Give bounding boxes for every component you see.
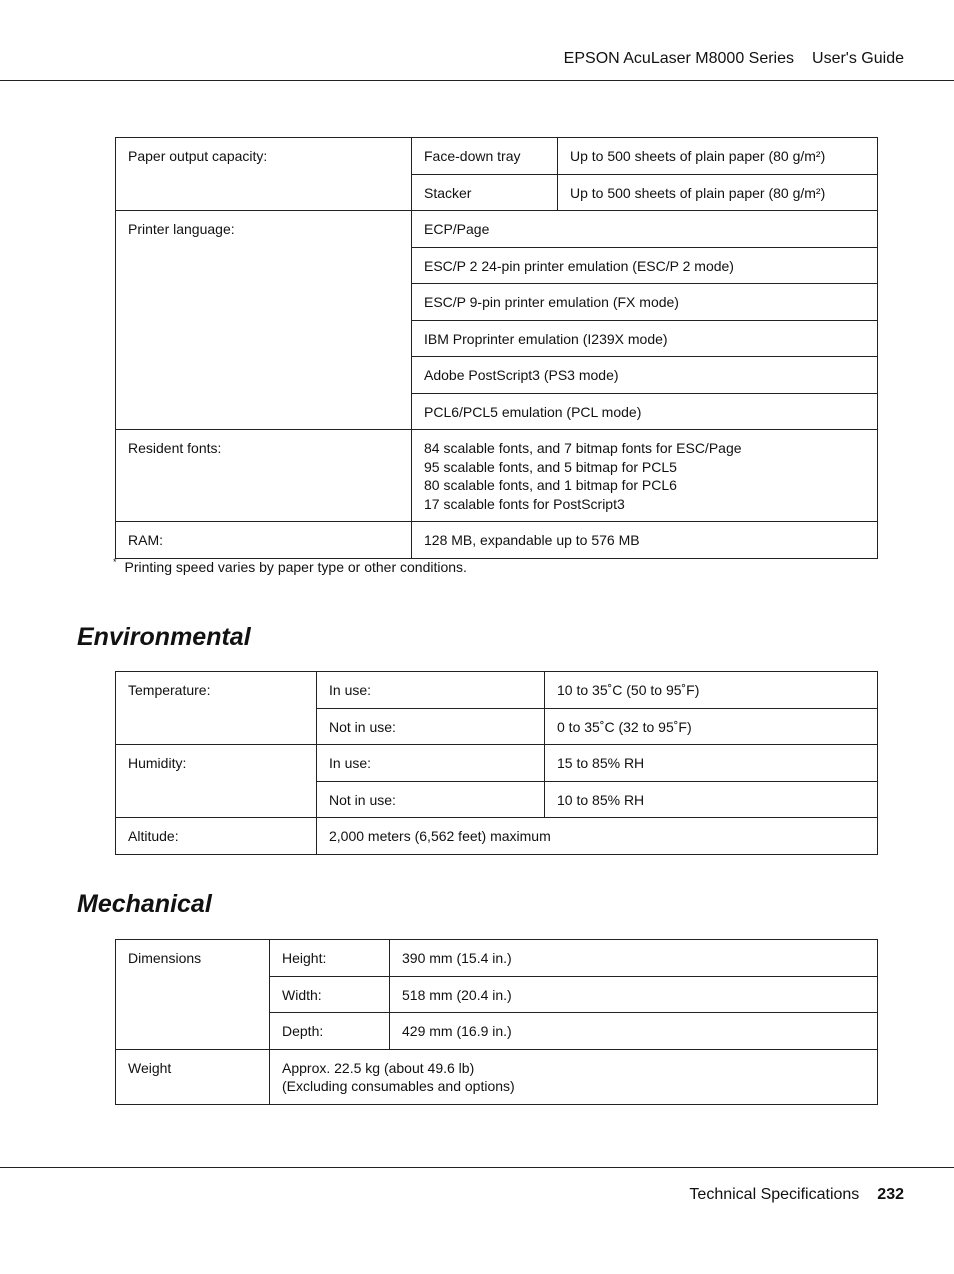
paper-output-name: Face-down tray xyxy=(412,138,558,175)
dimension-name: Depth: xyxy=(270,1013,390,1050)
table-row xyxy=(116,672,878,709)
header-rule xyxy=(0,80,954,81)
weight-label: Weight xyxy=(116,1049,270,1104)
altitude-value: 2,000 meters (6,562 feet) maximum xyxy=(317,818,878,855)
printer-language-label: Printer language: xyxy=(116,211,412,430)
footnote-marker: * xyxy=(113,557,117,567)
humidity-condition: Not in use: xyxy=(317,781,545,818)
resident-fonts-line: 80 scalable fonts, and 1 bitmap for PCL6 xyxy=(424,477,677,493)
table-row xyxy=(116,745,878,782)
running-footer xyxy=(689,1186,904,1204)
mechanical-table xyxy=(115,939,878,1105)
resident-fonts-line: 17 scalable fonts for PostScript3 xyxy=(424,495,625,512)
paper-output-value: Up to 500 sheets of plain paper (80 g/m²) xyxy=(558,138,878,175)
resident-fonts-line: 84 scalable fonts, and 7 bitmap fonts for ESC/Page xyxy=(424,440,742,456)
printer-language-value: PCL6/PCL5 emulation (PCL mode) xyxy=(412,393,878,430)
humidity-label: Humidity: xyxy=(116,745,317,818)
weight-value xyxy=(270,1049,878,1104)
temperature-value: 10 to 35˚C (50 to 95˚F) xyxy=(545,672,878,709)
temperature-label: Temperature: xyxy=(116,672,317,745)
dimension-value: 390 mm (15.4 in.) xyxy=(390,940,878,977)
dimension-name: Width: xyxy=(270,976,390,1013)
paper-output-label: Paper output capacity: xyxy=(116,138,412,211)
weight-line: (Excluding consumables and options) xyxy=(282,1078,515,1094)
environmental-table xyxy=(115,671,878,855)
dimension-name: Height: xyxy=(270,940,390,977)
resident-fonts-value xyxy=(412,430,878,522)
header-guide: User's Guide xyxy=(812,50,904,67)
footer-section: Technical Specifications xyxy=(689,1186,860,1203)
table-row xyxy=(116,818,878,855)
table-row xyxy=(116,940,878,977)
table-row xyxy=(116,1049,878,1104)
resident-fonts-label: Resident fonts: xyxy=(116,430,412,522)
footnote-text: Printing speed varies by paper type or other conditions. xyxy=(124,559,467,575)
ram-label: RAM: xyxy=(116,522,412,559)
dimension-value: 518 mm (20.4 in.) xyxy=(390,976,878,1013)
printer-language-value: IBM Proprinter emulation (I239X mode) xyxy=(412,320,878,357)
ram-value: 128 MB, expandable up to 576 MB xyxy=(412,522,878,559)
temperature-condition: Not in use: xyxy=(317,708,545,745)
altitude-label: Altitude: xyxy=(116,818,317,855)
mechanical-heading: Mechanical xyxy=(77,890,212,918)
table-row xyxy=(116,138,878,175)
temperature-condition: In use: xyxy=(317,672,545,709)
header-product: EPSON AcuLaser M8000 Series xyxy=(563,50,795,67)
printer-language-value: ESC/P 9-pin printer emulation (FX mode) xyxy=(412,284,878,321)
printer-language-value: Adobe PostScript3 (PS3 mode) xyxy=(412,357,878,394)
running-header xyxy=(564,50,904,68)
humidity-condition: In use: xyxy=(317,745,545,782)
footnote xyxy=(113,559,467,575)
printer-language-value: ECP/Page xyxy=(412,211,878,248)
table-row xyxy=(116,211,878,248)
dimension-value: 429 mm (16.9 in.) xyxy=(390,1013,878,1050)
temperature-value: 0 to 35˚C (32 to 95˚F) xyxy=(545,708,878,745)
paper-output-value: Up to 500 sheets of plain paper (80 g/m²) xyxy=(558,174,878,211)
weight-line: Approx. 22.5 kg (about 49.6 lb) xyxy=(282,1059,475,1076)
resident-fonts-line: 95 scalable fonts, and 5 bitmap for PCL5 xyxy=(424,458,677,475)
environmental-heading: Environmental xyxy=(77,623,251,651)
dimensions-label: Dimensions xyxy=(116,940,270,1050)
humidity-value: 10 to 85% RH xyxy=(545,781,878,818)
paper-output-name: Stacker xyxy=(412,174,558,211)
page-number: 232 xyxy=(877,1186,904,1203)
table-row xyxy=(116,522,878,559)
printer-language-value: ESC/P 2 24-pin printer emulation (ESC/P 2 mode) xyxy=(412,247,878,284)
printer-spec-table xyxy=(115,137,878,559)
humidity-value: 15 to 85% RH xyxy=(545,745,878,782)
table-row xyxy=(116,430,878,522)
footer-rule xyxy=(0,1167,954,1168)
